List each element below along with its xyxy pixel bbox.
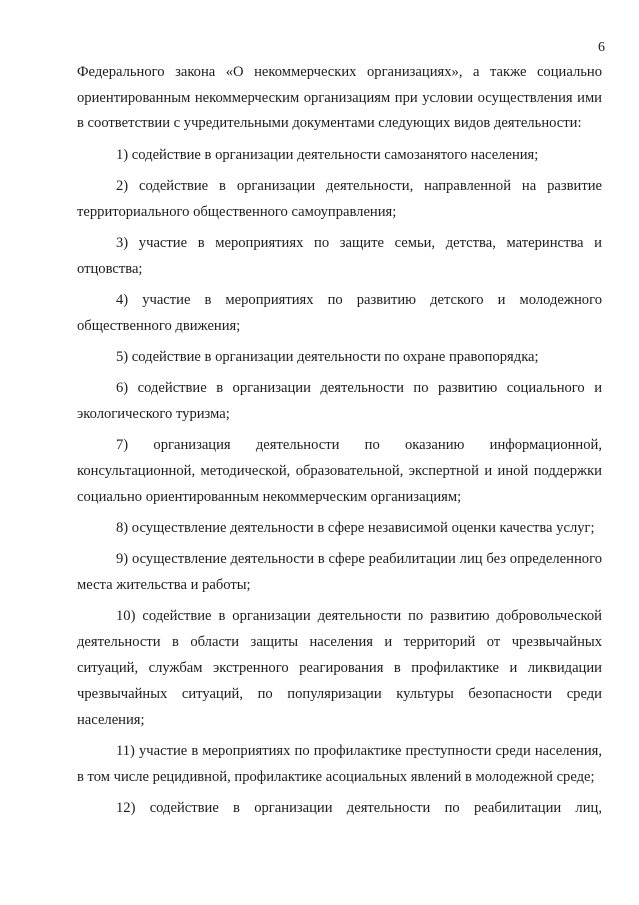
list-item: 7) организация деятельности по оказанию информационной, консультационной, методической, образовательной, экспертной и иной поддержки социально ориентированным некоммерческим организациям; <box>77 436 602 505</box>
list-item: 12) содействие в организации деятельности по реабилитации лиц, <box>116 799 602 816</box>
intro-paragraph: Федерального закона «О некоммерческих организациях», а также социально ориентированным некоммерческим организациям при условии осуществления ими в соответствии с учредительными документами следующих видов деятельности: <box>77 64 602 131</box>
list-item: 4) участие в мероприятиях по развитию детского и молодежного общественного движения; <box>77 291 602 334</box>
list-item: 5) содействие в организации деятельности по охране правопорядка; <box>116 348 539 365</box>
list-item: 8) осуществление деятельности в сфере независимой оценки качества услуг; <box>116 519 595 536</box>
list-item: 3) участие в мероприятиях по защите семьи, детства, материнства и отцовства; <box>77 234 602 277</box>
page-number: 6 <box>598 40 605 55</box>
list-item: 11) участие в мероприятиях по профилактике преступности среди населения, в том числе рецидивной, профилактике асоциальных явлений в молодежной среде; <box>77 742 602 785</box>
list-item: 6) содействие в организации деятельности по развитию социального и экологического туризма; <box>77 379 602 422</box>
list-item: 2) содействие в организации деятельности, направленной на развитие территориального общественного самоуправления; <box>77 177 602 220</box>
list-item: 9) осуществление деятельности в сфере реабилитации лиц без определенного места жительства и работы; <box>77 550 602 593</box>
list-item: 10) содействие в организации деятельности по развитию добровольческой деятельности в области защиты населения и территорий от чрезвычайных ситуаций, службам экстренного реагирования в профилактике и ликвидации чрезвычайных ситуаций, по популяризации культуры безопасности среди населения; <box>77 607 602 728</box>
list-item: 1) содействие в организации деятельности самозанятого населения; <box>116 146 539 163</box>
document-body <box>77 60 602 821</box>
